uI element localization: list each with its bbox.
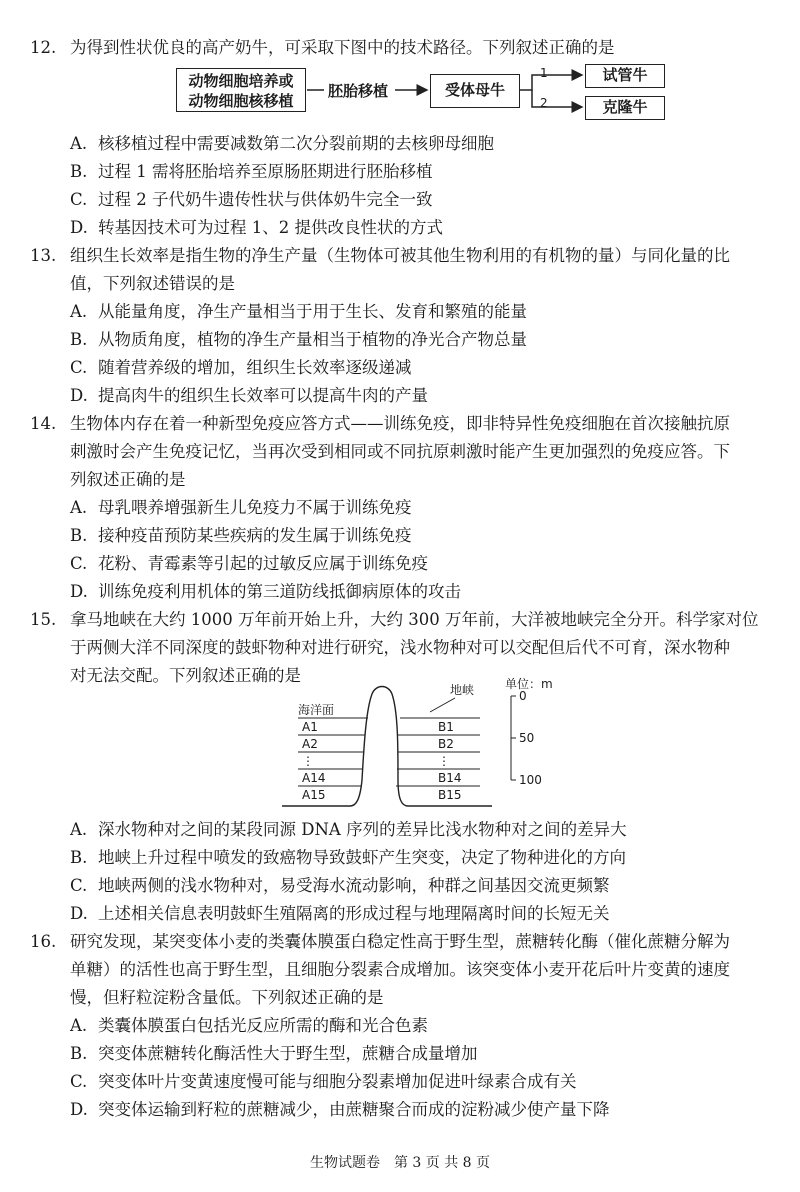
option-text: 接种疫苗预防某些疾病的发生属于训练免疫	[98, 526, 412, 545]
species-label-b1: B1	[438, 720, 454, 734]
question-number: 16.	[30, 932, 57, 951]
page-footer: 生物试题卷 第 3 页 共 8 页	[309, 1155, 491, 1171]
option-text: 转基因技术可为过程 1、2 提供改良性状的方式	[98, 218, 443, 237]
species-label-a2: A2	[302, 737, 318, 751]
isthmus-pointer	[430, 698, 455, 712]
option-letter: B.	[70, 526, 88, 545]
question-16-continuation: 慢，但籽粒淀粉含量低。下列叙述正确的是	[70, 988, 384, 1007]
option-letter: A.	[70, 134, 88, 153]
option-letter: D.	[70, 218, 88, 237]
question-number: 13.	[30, 246, 57, 265]
question-number: 14.	[30, 414, 57, 433]
ivf-calf-box: 试管牛	[585, 64, 665, 88]
option-text: 上述相关信息表明鼓虾生殖隔离的形成过程与地理隔离时间的长短无关	[98, 904, 610, 923]
option-letter: A.	[70, 1016, 88, 1035]
option-text: 地峡两侧的浅水物种对，易受海水流动影响，种群之间基因交流更频繁	[98, 876, 610, 895]
depth-label-50: 50	[519, 731, 535, 745]
option-text: 随着营养级的增加，组织生长效率逐级递减	[98, 358, 412, 377]
depth-label-0: 0	[519, 689, 527, 703]
question-text: 为得到性状优良的高产奶牛，可采取下图中的技术路径。下列叙述正确的是	[70, 38, 615, 57]
q16-option-a	[70, 1012, 778, 1040]
question-14-continuation: 列叙述正确的是	[70, 470, 186, 489]
embryo-transfer-label: 胚胎移植	[328, 82, 389, 100]
q16-option-c	[70, 1068, 778, 1096]
question-text: 拿马地峡在大约 1000 万年前开始上升，大约 300 万年前，大洋被地峡完全分开。科学家对位	[70, 610, 759, 629]
option-letter: D.	[70, 386, 88, 405]
option-text: 地峡上升过程中喷发的致癌物导致鼓虾产生突变，决定了物种进化的方向	[98, 848, 626, 867]
q15-option-d	[70, 900, 778, 928]
species-label-a15: A15	[302, 788, 326, 802]
question-text: 生物体内存在着一种新型免疫应答方式——训练免疫，即非特异性免疫细胞在首次接触抗原	[70, 414, 730, 433]
question-number: 15.	[30, 610, 57, 629]
option-letter: A.	[70, 820, 88, 839]
option-text: 训练免疫利用机体的第三道防线抵御病原体的攻击	[98, 582, 461, 601]
question-text: 研究发现，某突变体小麦的类囊体膜蛋白稳定性高于野生型，蔗糖转化酶（催化蔗糖分解为	[70, 932, 730, 951]
option-text: 突变体蔗糖转化酶活性大于野生型，蔗糖合成量增加	[98, 1044, 478, 1063]
option-letter: C.	[70, 876, 88, 895]
isthmus-label: 地峡	[450, 683, 475, 697]
question-15-continuation: 于两侧大洋不同深度的鼓虾物种对进行研究，浅水物种对可以交配但后代不可育，深水物种	[70, 638, 730, 657]
species-label-b15: B15	[438, 788, 462, 802]
option-letter: B.	[70, 848, 88, 867]
option-letter: D.	[70, 582, 88, 601]
species-label-b2: B2	[438, 737, 454, 751]
box-line: 动物细胞培养或	[188, 72, 294, 90]
option-letter: C.	[70, 554, 88, 573]
question-16-continuation: 单糖）的活性也高于野生型，且细胞分裂素合成增加。该突变体小麦开花后叶片变黄的速度	[70, 960, 730, 979]
q15-option-c	[70, 872, 778, 900]
option-letter: C.	[70, 358, 88, 377]
option-letter: B.	[70, 330, 88, 349]
q16-option-d	[70, 1096, 778, 1124]
unit-label: 单位：m	[505, 677, 553, 691]
option-text: 核移植过程中需要减数第二次分裂前期的去核卵母细胞	[98, 134, 494, 153]
depth-label-100: 100	[519, 773, 542, 787]
process-2-number: 2	[540, 96, 548, 110]
option-text: 从能量角度，净生产量相当于用于生长、发育和繁殖的能量	[98, 302, 527, 321]
species-label-b14: B14	[438, 771, 462, 785]
species-label-ellipsis: ⋮	[438, 754, 450, 768]
sea-surface-label: 海洋面	[298, 703, 335, 717]
option-letter: C.	[70, 1072, 88, 1091]
option-letter: D.	[70, 1100, 88, 1119]
box-line: 动物细胞核移植	[188, 92, 294, 110]
option-letter: C.	[70, 190, 88, 209]
species-label-a1: A1	[302, 720, 318, 734]
species-label-a14: A14	[302, 771, 326, 785]
q16-option-b	[70, 1040, 778, 1068]
option-text: 提高肉牛的组织生长效率可以提高牛肉的产量	[98, 386, 428, 405]
option-text: 过程 2 子代奶牛遗传性状与供体奶牛完全一致	[98, 190, 433, 209]
q15-option-b	[70, 844, 778, 872]
option-letter: B.	[70, 162, 88, 181]
option-text: 花粉、青霉素等引起的过敏反应属于训练免疫	[98, 554, 428, 573]
option-text: 深水物种对之间的某段同源 DNA 序列的差异比浅水物种对之间的差异大	[98, 820, 627, 839]
option-text: 从物质角度，植物的净生产量相当于植物的净光合产物总量	[98, 330, 527, 349]
recipient-cow-box: 受体母牛	[430, 74, 520, 108]
option-letter: A.	[70, 498, 88, 517]
process-1-number: 1	[540, 66, 548, 80]
option-letter: A.	[70, 302, 88, 321]
species-label-ellipsis: ⋮	[302, 754, 314, 768]
option-text: 类囊体膜蛋白包括光反应所需的酶和光合色素	[98, 1016, 428, 1035]
question-number: 12.	[30, 38, 57, 57]
cloned-calf-box: 克隆牛	[585, 96, 665, 120]
question-16-stem	[30, 928, 778, 956]
question-14-continuation: 刺激时会产生免疫记忆，当再次受到相同或不同抗原刺激时能产生更加强烈的免疫应答。下	[70, 442, 730, 461]
option-text: 过程 1 需将胚胎培养至原肠胚期进行胚胎移植	[98, 162, 433, 181]
option-text: 突变体叶片变黄速度慢可能与细胞分裂素增加促进叶绿素合成有关	[98, 1072, 577, 1091]
option-letter: D.	[70, 904, 88, 923]
question-13-continuation: 值，下列叙述错误的是	[70, 274, 235, 293]
option-text: 母乳喂养增强新生儿免疫力不属于训练免疫	[98, 498, 412, 517]
question-text: 组织生长效率是指生物的净生产量（生物体可被其他生物利用的有机物的量）与同化量的比	[70, 246, 730, 265]
option-text: 突变体运输到籽粒的蔗糖减少，由蔗糖聚合而成的淀粉减少使产量下降	[98, 1100, 610, 1119]
option-letter: B.	[70, 1044, 88, 1063]
q15-option-a	[70, 816, 778, 844]
question-15-continuation: 对无法交配。下列叙述正确的是	[70, 666, 301, 685]
